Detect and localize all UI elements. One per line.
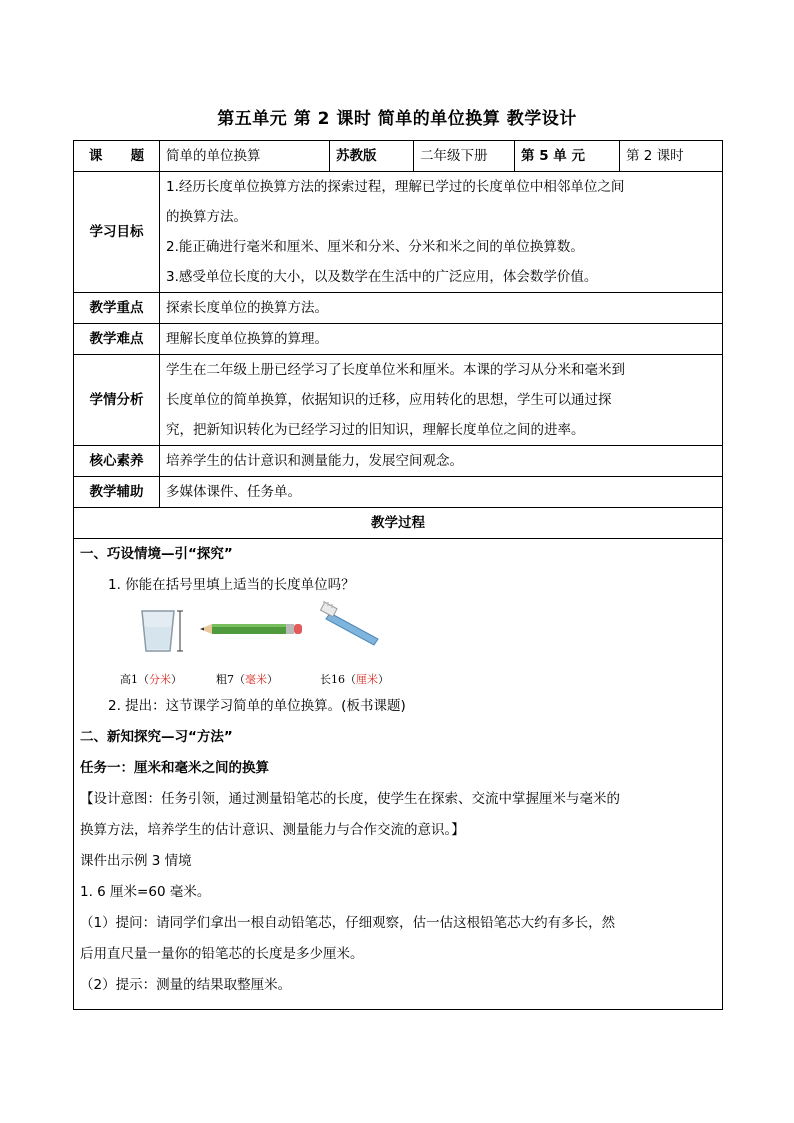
label-prefix: 长16（ [320, 673, 356, 686]
answer-unit: 毫米 [245, 673, 267, 686]
pencil-icon [198, 619, 308, 639]
picture-label-height [120, 665, 182, 695]
lesson-value: 第 2 课时 [620, 141, 723, 172]
aids-label: 教学辅助 [74, 477, 160, 508]
section-heading: 一、巧设情境—引“探究” [80, 546, 233, 562]
literacy-content: 培养学生的估计意识和测量能力，发展空间观念。 [160, 446, 723, 477]
answer-unit: 分米 [149, 673, 171, 686]
goals-line: 的换算方法。 [166, 209, 247, 225]
difficulty-content: 理解长度单位换算的算理。 [160, 324, 723, 355]
picture-label-thickness [216, 665, 278, 695]
example-line: 课件出示例 3 情境 [80, 853, 192, 869]
design-intent-line: 换算方法，培养学生的估计意识、测量能力与合作交流的意识。】 [80, 822, 465, 838]
analysis-content [160, 355, 723, 446]
process-header-row [74, 508, 723, 539]
label-suffix: ） [378, 673, 389, 686]
toothbrush-icon [316, 601, 390, 651]
aids-row [74, 477, 723, 508]
publisher-value: 苏教版 [330, 141, 414, 172]
key-label: 教学重点 [74, 293, 160, 324]
analysis-line: 究，把新知识转化为已经学习过的旧知识，理解长度单位之间的进率。 [166, 422, 585, 438]
question-2: 2. 提出：这节课学习简单的单位换算。(板书课题) [108, 698, 406, 714]
label-prefix: 高1（ [120, 673, 149, 686]
section-heading: 二、新知探究—习“方法” [80, 729, 233, 745]
label-suffix: ） [267, 673, 278, 686]
unit-value: 第 5 单 元 [515, 141, 620, 172]
design-intent-line: 【设计意图：任务引领，通过测量铅笔芯的长度，使学生在探索、交流中掌握厘米与毫米的 [80, 791, 620, 807]
goals-row [74, 172, 723, 293]
question-1: 1. 你能在括号里填上适当的长度单位吗？ [108, 577, 355, 593]
label-prefix: 粗7（ [216, 673, 245, 686]
literacy-label: 核心素养 [74, 446, 160, 477]
analysis-label: 学情分析 [74, 355, 160, 446]
literacy-row [74, 446, 723, 477]
goals-line: 3.感受单位长度的大小，以及数学在生活中的广泛应用，体会数学价值。 [166, 269, 598, 285]
unit-pictures [110, 601, 722, 691]
key-row [74, 293, 723, 324]
difficulty-row [74, 324, 723, 355]
goals-content [160, 172, 723, 293]
step-line: （1）提问：请同学们拿出一根自动铅笔芯，仔细观察，估一估这根铅笔芯大约有多长，然 [80, 915, 616, 931]
equation-line: 1. 6 厘米=60 毫米。 [80, 884, 211, 900]
key-content: 探索长度单位的换算方法。 [160, 293, 723, 324]
process-content [74, 539, 723, 1010]
lesson-plan-table [73, 140, 723, 1010]
topic-label: 课 题 [74, 141, 160, 172]
task-heading: 任务一：厘米和毫米之间的换算 [80, 760, 269, 776]
analysis-line: 长度单位的简单换算，依据知识的迁移，应用转化的思想，学生可以通过探 [166, 392, 612, 408]
label-suffix: ） [171, 673, 182, 686]
header-row [74, 141, 723, 172]
answer-unit: 厘米 [356, 673, 378, 686]
glass-icon [136, 605, 186, 661]
goals-line: 2.能正确进行毫米和厘米、厘米和分米、分米和米之间的单位换算数。 [166, 239, 584, 255]
step-line: （2）提示：测量的结果取整厘米。 [80, 977, 292, 993]
difficulty-label: 教学难点 [74, 324, 160, 355]
step-line: 后用直尺量一量你的铅笔芯的长度是多少厘米。 [80, 946, 364, 962]
picture-label-length [320, 665, 389, 695]
aids-content: 多媒体课件、任务单。 [160, 477, 723, 508]
grade-value: 二年级下册 [414, 141, 515, 172]
goals-label: 学习目标 [74, 172, 160, 293]
document-title: 第五单元 第 2 课时 简单的单位换算 教学设计 [217, 109, 577, 129]
analysis-line: 学生在二年级上册已经学习了长度单位米和厘米。本课的学习从分米和毫米到 [166, 362, 625, 378]
topic-value: 简单的单位换算 [160, 141, 330, 172]
process-label: 教学过程 [74, 508, 723, 539]
goals-line: 1.经历长度单位换算方法的探索过程，理解已学过的长度单位中相邻单位之间 [166, 179, 625, 195]
process-row [74, 539, 723, 1010]
analysis-row [74, 355, 723, 446]
